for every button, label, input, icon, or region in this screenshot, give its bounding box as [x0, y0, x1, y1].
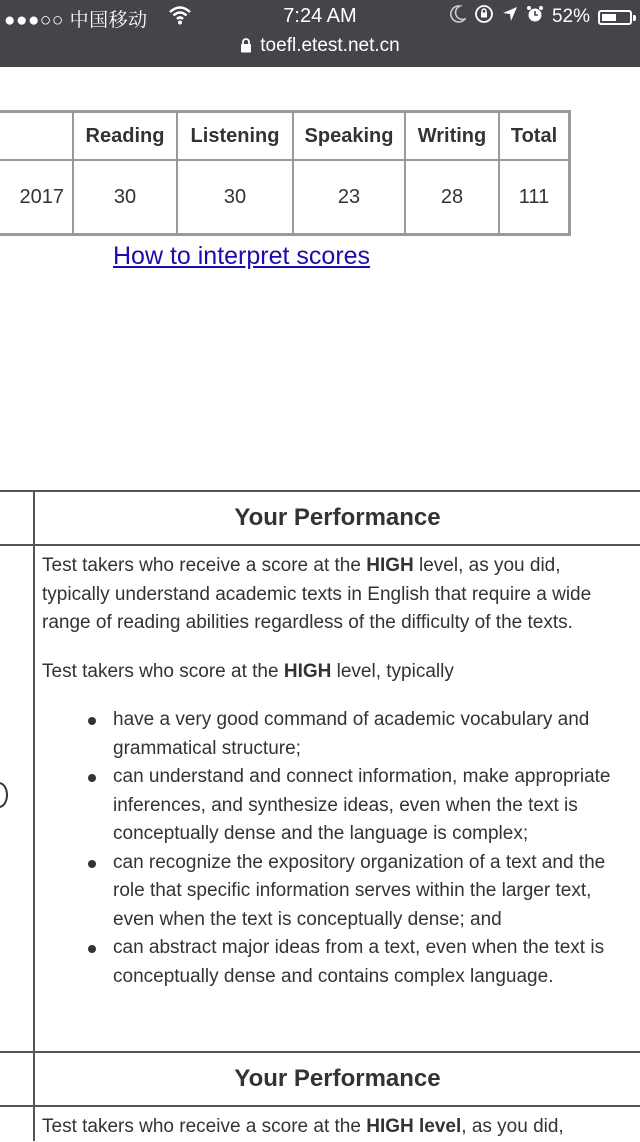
level-label: HIGH: [283, 660, 332, 682]
carrier-label: ●●●○○ 中国移动: [4, 10, 148, 31]
performance-heading: Your Performance: [35, 1051, 640, 1107]
list-line: role that specific information serves within the larger text,: [113, 880, 592, 901]
left-column-header: [0, 490, 33, 546]
para-text: Test takers who score at the: [42, 660, 284, 682]
list-item: [42, 849, 640, 935]
list-item: [42, 934, 640, 991]
list-item: [42, 706, 640, 763]
left-column-header: [0, 1051, 33, 1107]
list-line: have a very good command of academic vocabulary and: [113, 709, 590, 730]
battery-percent: 52%: [551, 6, 590, 27]
score-header-row: [0, 112, 569, 160]
performance-body: [42, 1105, 640, 1142]
list-line: can abstract major ideas from a text, even when the text is: [113, 937, 605, 958]
battery-fill: [602, 14, 616, 21]
score-speaking: 23: [293, 160, 405, 234]
url-text: toefl.etest.net.cn: [260, 35, 400, 56]
header-speaking: Speaking: [293, 112, 405, 160]
performance-section-listening: [0, 1051, 640, 1141]
para-text: typically understand academic texts in English that require a wide: [42, 583, 592, 605]
list-line: conceptually dense and contains complex language.: [113, 965, 554, 987]
list-line: grammatical structure;: [113, 737, 301, 759]
score-total: 111: [499, 160, 569, 234]
header-writing: Writing: [405, 112, 499, 160]
lock-icon: [240, 37, 252, 59]
header-total: Total: [499, 112, 569, 160]
list-line: conceptually dense and the language is complex;: [113, 823, 529, 844]
battery-nub: [633, 15, 636, 21]
status-bar: [0, 0, 640, 34]
para-text: range of reading abilities regardless of the difficulty of the texts.: [42, 612, 573, 633]
header-reading: Reading: [73, 112, 177, 160]
list-item: [42, 763, 640, 849]
score-listening: 30: [177, 160, 293, 234]
performance-heading: Your Performance: [35, 490, 640, 546]
score-table: [0, 110, 571, 236]
performance-section-reading: [0, 490, 640, 1052]
para-text: , as you did,: [461, 1116, 564, 1137]
para-text: Test takers who receive a score at the: [42, 555, 367, 576]
score-reading: 30: [73, 160, 177, 234]
score-row: [0, 160, 569, 234]
performance-body: [42, 544, 640, 991]
performance-paragraph: [42, 552, 640, 638]
alarm-icon: [526, 5, 544, 29]
performance-paragraph: [42, 658, 640, 687]
clock-time: 7:24 AM: [283, 5, 357, 27]
interpret-scores-link[interactable]: How to interpret scores: [113, 242, 371, 270]
para-text: level, typically: [331, 660, 454, 682]
skills-list: [42, 706, 640, 991]
status-right-group: [450, 4, 632, 30]
battery-icon: [598, 10, 632, 25]
level-label: HIGH level: [366, 1116, 462, 1137]
left-column: [0, 490, 35, 1052]
para-text: level, as you did,: [413, 555, 561, 576]
list-line: even when the text is conceptually dense; and: [113, 908, 502, 930]
orientation-lock-icon: [474, 4, 494, 30]
header-listening: Listening: [177, 112, 293, 160]
list-line: can recognize the expository organization of a text and the: [113, 851, 606, 873]
score-year: 2017: [0, 160, 73, 234]
header-blank: [0, 112, 73, 160]
browser-top-bar: [0, 0, 640, 67]
address-bar[interactable]: [0, 35, 640, 61]
score-writing: 28: [405, 160, 499, 234]
para-text: Test takers who receive a score at the: [42, 1116, 367, 1137]
performance-paragraph: [42, 1113, 640, 1142]
location-arrow-icon: [502, 6, 518, 28]
list-line: can understand and connect information, make appropriate: [113, 766, 611, 787]
level-label: HIGH: [366, 555, 414, 576]
moon-icon: [450, 5, 466, 29]
list-line: inferences, and synthesize ideas, even when the text is: [113, 794, 578, 816]
